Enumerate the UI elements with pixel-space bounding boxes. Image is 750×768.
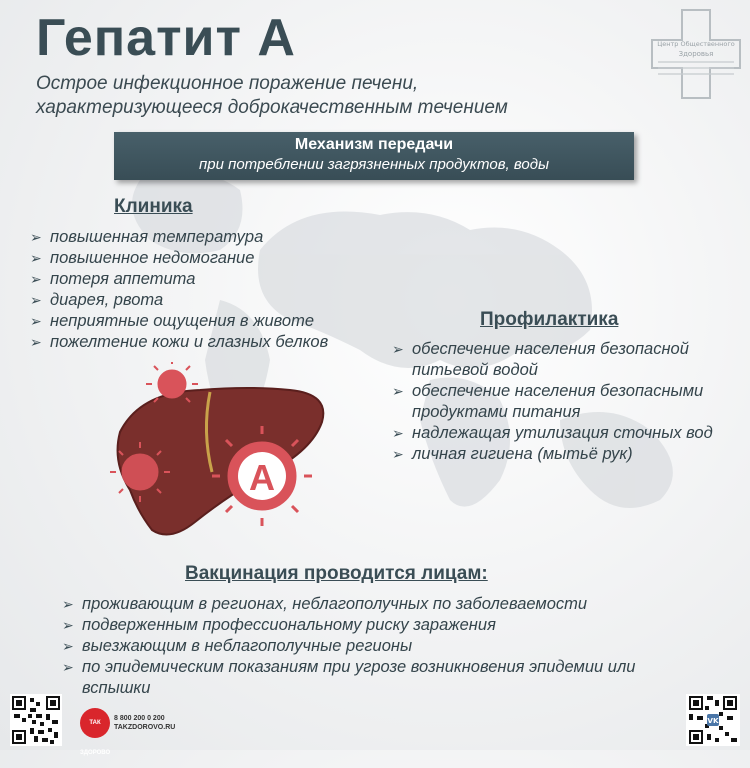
chevron-right-icon: ➢ — [30, 250, 42, 266]
list-item: ➢ неприятные ощущения в животе — [30, 312, 315, 330]
virus-small — [158, 370, 186, 398]
qr-code-right[interactable] — [686, 694, 740, 746]
list-item: ➢ обеспечение населения безопасной питьевой водой — [392, 340, 689, 379]
list-item: ➢ повышенная температура — [30, 228, 264, 246]
chevron-right-icon: ➢ — [30, 334, 42, 350]
health-center-logo — [648, 6, 744, 102]
chevron-right-icon: ➢ — [62, 617, 74, 633]
liver-virus-icon — [100, 362, 340, 552]
logo-line-1: Центр Общественного — [657, 40, 735, 48]
list-item: ➢ потеря аппетита — [30, 270, 196, 288]
list-item: ➢ повышенное недомогание — [30, 249, 255, 267]
clinic-list — [30, 227, 390, 353]
chevron-right-icon: ➢ — [62, 659, 74, 675]
list-item: ➢ диарея, рвота — [30, 291, 164, 309]
transmission-text: при потреблении загрязненных продуктов, воды — [198, 156, 550, 173]
page-subtitle — [36, 72, 636, 120]
list-item: ➢ выезжающим в неблагополучные регионы — [62, 637, 413, 655]
svg-text:VK: VK — [707, 716, 719, 726]
prevention-list — [392, 339, 742, 465]
chevron-right-icon: ➢ — [30, 229, 42, 245]
logo-line-2: Здоровья — [678, 50, 714, 58]
chevron-right-icon: ➢ — [392, 341, 404, 357]
chevron-right-icon: ➢ — [392, 446, 404, 462]
list-item: ➢ подверженным профессиональному риску заражения — [62, 616, 496, 634]
clinic-title: Клиника — [114, 196, 193, 217]
list-item: ➢ пожелтение кожи и глазных белков — [30, 333, 329, 351]
hotline-phone[interactable]: 8 800 200 0 200 — [114, 715, 165, 722]
chevron-right-icon: ➢ — [30, 292, 42, 308]
list-item: ➢ проживающим в регионах, неблагополучных по заболеваемости — [62, 595, 588, 613]
subtitle-line-1: Острое инфекционное поражение печени, — [36, 73, 419, 94]
subtitle-line-2: характеризующееся доброкачественным течением — [36, 97, 508, 118]
chevron-right-icon: ➢ — [30, 313, 42, 329]
transmission-title: Механизм передачи — [294, 136, 454, 153]
page-title: Гепатит А — [36, 9, 296, 67]
chevron-right-icon: ➢ — [62, 596, 74, 612]
virus-letter: A — [249, 457, 275, 498]
chevron-right-icon: ➢ — [30, 271, 42, 287]
transmission-banner — [114, 132, 634, 180]
chevron-right-icon: ➢ — [392, 425, 404, 441]
list-item: ➢ надлежащая утилизация сточных вод — [392, 424, 713, 442]
qr-code-left[interactable] — [10, 694, 62, 746]
hotline-contacts — [114, 714, 175, 732]
prevention-title: Профилактика — [480, 309, 619, 330]
hotline-badge: ТАК ЗДОРОВО — [80, 708, 110, 738]
virus-left — [122, 454, 158, 490]
vaccination-title: Вакцинация проводится лицам: — [185, 563, 488, 584]
chevron-right-icon: ➢ — [62, 638, 74, 654]
list-item: ➢ обеспечение населения безопасными продуктами питания — [392, 382, 704, 421]
chevron-right-icon: ➢ — [392, 383, 404, 399]
list-item: ➢ личная гигиена (мытьё рук) — [392, 445, 633, 463]
list-item: ➢ по эпидемическим показаниям при угрозе возникновения эпидемии или вспышки — [62, 658, 636, 697]
hotline-site[interactable]: TAKZDOROVO.RU — [114, 724, 176, 731]
vaccination-list — [62, 594, 702, 699]
